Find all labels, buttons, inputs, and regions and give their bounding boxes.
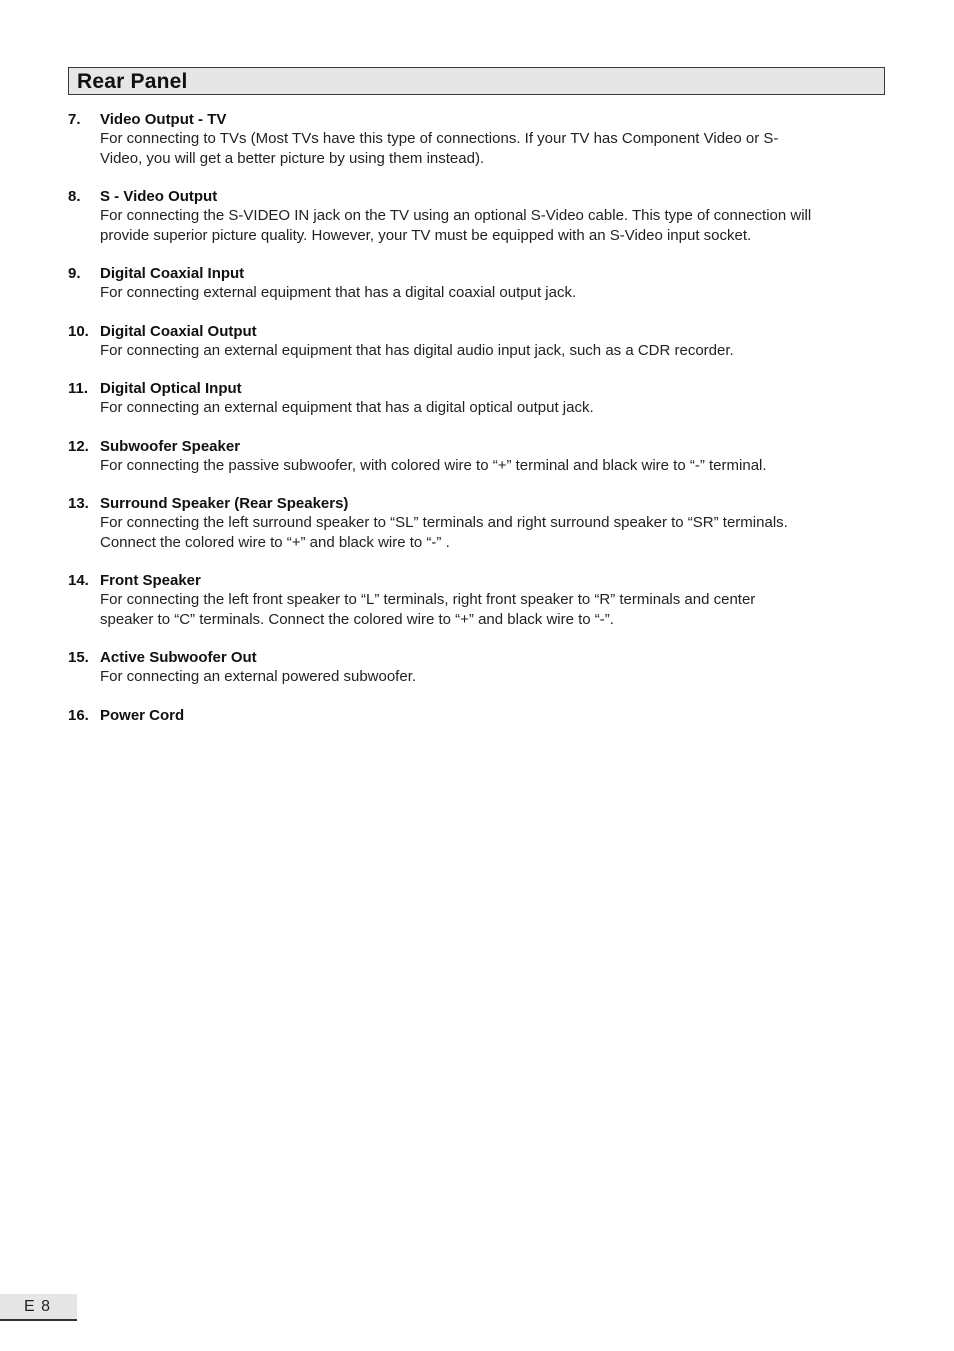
item-description: For connecting an external equipment that has digital audio input jack, such as a CDR recorder. (100, 341, 734, 359)
list-item (68, 264, 888, 303)
list-item (68, 571, 888, 629)
item-number: 7. (68, 111, 81, 128)
item-title: Subwoofer Speaker (100, 437, 241, 455)
item-heading (68, 571, 888, 590)
item-description: For connecting an external equipment that has a digital optical output jack. (100, 399, 594, 416)
page-title: Rear Panel (77, 70, 188, 93)
item-heading (68, 322, 888, 341)
item-number: 15. (68, 649, 89, 666)
item-title: Digital Coaxial Input (100, 265, 245, 282)
list-item (68, 437, 888, 476)
list-item (68, 110, 888, 168)
item-number: 13. (68, 495, 89, 512)
item-number: 16. (68, 706, 89, 724)
item-number: 14. (68, 572, 89, 589)
item-title: Surround Speaker (Rear Speakers) (100, 495, 349, 512)
list-item (68, 648, 888, 687)
item-title: Digital Optical Input (100, 380, 242, 397)
item-list (68, 110, 888, 744)
item-heading (68, 494, 888, 513)
list-item (68, 379, 888, 418)
item-heading (68, 437, 888, 456)
item-heading (68, 648, 888, 667)
item-title: Front Speaker (100, 572, 201, 589)
item-number: 12. (68, 437, 89, 455)
page-number: E 8 (24, 1298, 52, 1315)
item-title: Power Cord (100, 706, 185, 724)
item-heading (68, 264, 888, 283)
list-item (68, 706, 888, 725)
item-title: Active Subwoofer Out (100, 649, 257, 666)
item-title: Digital Coaxial Output (100, 322, 257, 340)
page-number-tab (0, 1294, 77, 1321)
item-description: For connecting the S-VIDEO IN jack on the TV using an optional S-Video cable. This type of connection will provide superior picture quality. However, your TV must be equipped with an S-Video input socket. (100, 207, 812, 244)
item-number: 9. (68, 265, 81, 282)
item-description: For connecting external equipment that has a digital coaxial output jack. (100, 284, 577, 301)
item-description: For connecting the left front speaker to “L” terminals, right front speaker to “R” terminals and center speaker to “C” terminals. Connect the colored wire to “+” and black wire to “-”. (100, 591, 756, 628)
section-title-bar (68, 67, 885, 95)
item-description: For connecting the passive subwoofer, with colored wire to “+” terminal and black wire to “-” terminal. (100, 456, 767, 474)
item-heading (68, 379, 888, 398)
item-title: S - Video Output (100, 188, 218, 205)
item-heading (68, 187, 888, 206)
item-heading (68, 110, 888, 129)
item-heading (68, 706, 888, 725)
item-description: For connecting the left surround speaker to “SL” terminals and right surround speaker to “SR” terminals. Connect the colored wire to “+” and black wire to “-” . (100, 514, 788, 551)
item-number: 10. (68, 322, 89, 340)
item-number: 11. (68, 380, 89, 397)
item-number: 8. (68, 188, 81, 205)
list-item (68, 494, 888, 552)
item-description: For connecting an external powered subwoofer. (100, 668, 417, 685)
list-item (68, 187, 888, 245)
item-title: Video Output - TV (100, 111, 227, 128)
item-description: For connecting to TVs (Most TVs have this type of connections. If your TV has Component Video or S- Video, you will get a better picture by using them instead). (100, 130, 779, 167)
list-item (68, 322, 888, 361)
